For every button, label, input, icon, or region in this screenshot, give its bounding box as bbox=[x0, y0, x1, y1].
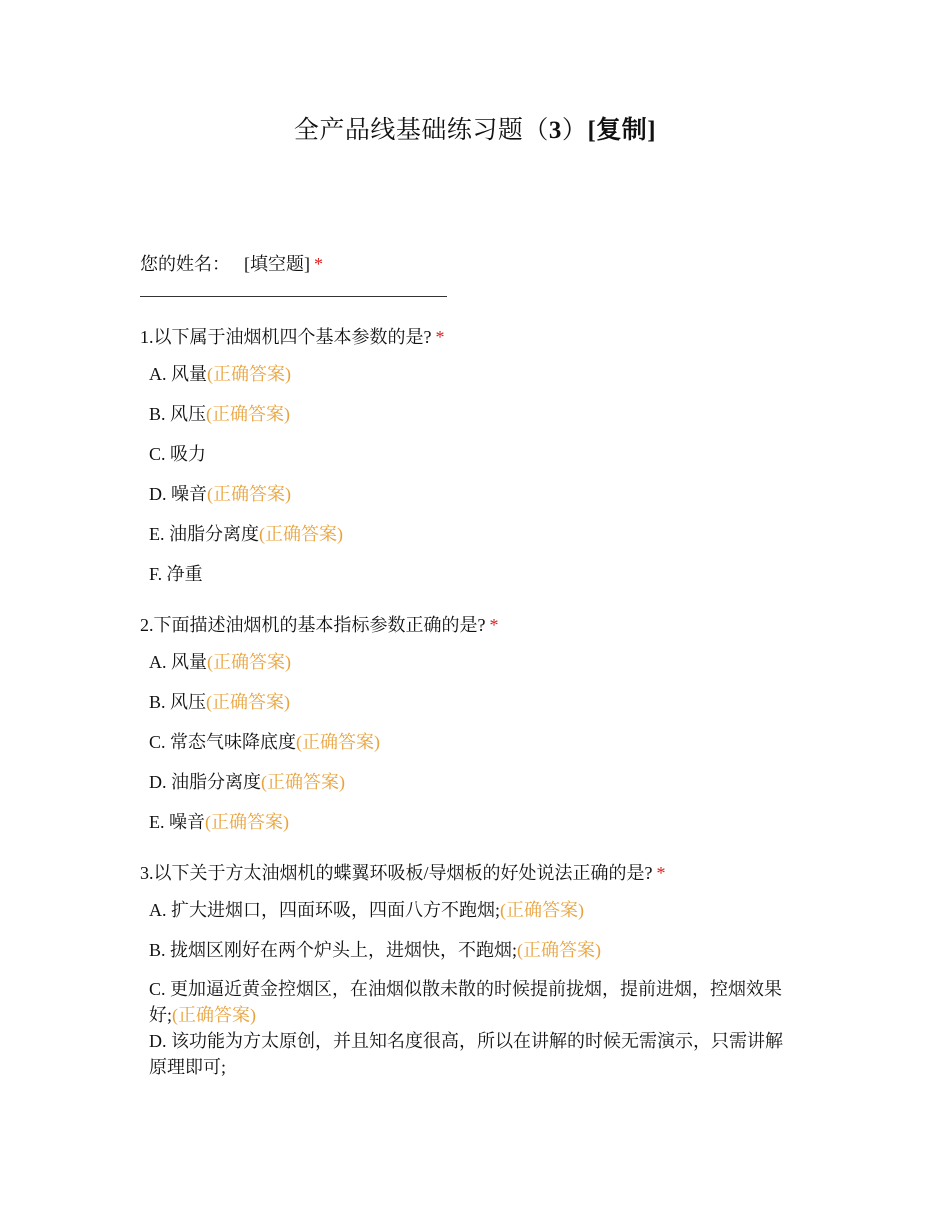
correct-answer-tag: (正确答案) bbox=[207, 364, 291, 384]
option-b bbox=[149, 936, 800, 964]
option-d bbox=[149, 480, 800, 508]
option-b bbox=[149, 400, 800, 428]
correct-answer-tag: (正确答案) bbox=[259, 524, 343, 544]
question-2-options bbox=[140, 648, 800, 836]
correct-answer-tag: (正确答案) bbox=[172, 1005, 257, 1025]
option-label: B. 风压 bbox=[149, 692, 207, 712]
question-text: 1.以下属于油烟机四个基本参数的是? bbox=[140, 327, 432, 347]
option-label: D. 油脂分离度 bbox=[149, 772, 261, 792]
question-3-options bbox=[140, 896, 800, 1080]
required-mark: * bbox=[314, 254, 323, 274]
option-label: F. 净重 bbox=[149, 564, 203, 584]
option-label: E. 噪音 bbox=[149, 812, 205, 832]
option-label: E. 油脂分离度 bbox=[149, 524, 259, 544]
question-3 bbox=[140, 859, 800, 887]
option-c bbox=[149, 728, 800, 756]
question-text: 3.以下关于方太油烟机的蝶翼环吸板/导烟板的好处说法正确的是? bbox=[140, 863, 653, 883]
option-label: C. 更加逼近黄金控烟区，在油烟似散未散的时候提前拢烟，提前进烟，控烟效果好; bbox=[149, 979, 783, 1025]
option-label: D. 该功能为方太原创，并且知名度很高，所以在讲解的时候无需演示，只需讲解原理即可; bbox=[149, 1031, 783, 1077]
title-prefix: 全产品线基础练习题（ bbox=[293, 117, 549, 144]
option-label: A. 风量 bbox=[149, 652, 207, 672]
correct-answer-tag: (正确答案) bbox=[207, 652, 291, 672]
correct-answer-tag: (正确答案) bbox=[261, 772, 345, 792]
option-c bbox=[149, 976, 799, 1028]
option-label: C. 吸力 bbox=[149, 444, 207, 464]
correct-answer-tag: (正确答案) bbox=[296, 732, 381, 752]
option-d bbox=[149, 768, 800, 796]
correct-answer-tag: (正确答案) bbox=[206, 404, 291, 424]
option-label: C. 常态气味降底度 bbox=[149, 732, 297, 752]
correct-answer-tag: (正确答案) bbox=[207, 484, 291, 504]
option-b bbox=[149, 688, 800, 716]
option-label: D. 噪音 bbox=[149, 484, 207, 504]
option-a bbox=[149, 896, 800, 924]
option-label: A. 风量 bbox=[149, 364, 207, 384]
name-question-label: 您的姓名： bbox=[140, 254, 230, 274]
option-f bbox=[149, 560, 800, 588]
question-2 bbox=[140, 611, 800, 639]
name-question bbox=[140, 250, 800, 278]
option-label: B. 风压 bbox=[149, 404, 207, 424]
question-1-options bbox=[140, 360, 800, 588]
correct-answer-tag: (正确答案) bbox=[205, 812, 289, 832]
option-e bbox=[149, 520, 800, 548]
name-input-line[interactable] bbox=[140, 296, 447, 297]
page-title bbox=[0, 110, 950, 146]
option-label: B. 拢烟区刚好在两个炉头上，进烟快，不跑烟; bbox=[149, 940, 518, 960]
correct-answer-tag: (正确答案) bbox=[517, 940, 602, 960]
required-mark: * bbox=[656, 863, 666, 883]
title-copy-tag: [复制] bbox=[587, 117, 657, 144]
option-label: A. 扩大进烟口，四面环吸，四面八方不跑烟; bbox=[149, 900, 500, 920]
question-type: [填空题] bbox=[244, 254, 310, 274]
required-mark: * bbox=[435, 327, 445, 347]
title-suffix: ） bbox=[561, 117, 588, 144]
option-d bbox=[149, 1028, 799, 1080]
required-mark: * bbox=[489, 615, 499, 635]
survey-content bbox=[140, 250, 800, 1080]
title-number: 3 bbox=[548, 117, 562, 144]
correct-answer-tag: (正确答案) bbox=[206, 692, 291, 712]
option-c bbox=[149, 440, 800, 468]
option-a bbox=[149, 648, 800, 676]
option-a bbox=[149, 360, 800, 388]
question-text: 2.下面描述油烟机的基本指标参数正确的是? bbox=[140, 615, 486, 635]
correct-answer-tag: (正确答案) bbox=[500, 900, 584, 920]
option-e bbox=[149, 808, 800, 836]
question-1 bbox=[140, 323, 800, 351]
